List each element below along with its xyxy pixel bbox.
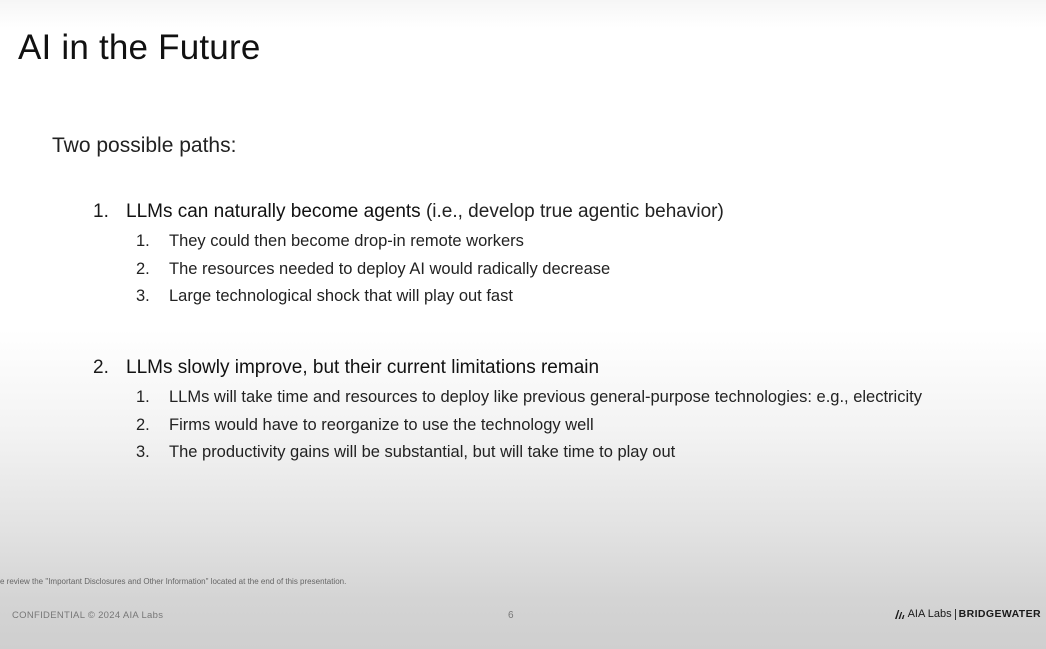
path-two-heading [93, 356, 922, 380]
list-item [93, 412, 922, 440]
path-two-list [93, 384, 922, 467]
brand-logo [895, 608, 1041, 620]
intro-text: Two possible paths: [52, 134, 237, 157]
path-one-heading [93, 200, 724, 224]
list-item-number: 1. [136, 388, 150, 406]
list-item-number: 2. [136, 259, 150, 278]
list-item-number: 1. [136, 232, 150, 250]
list-item [93, 384, 922, 412]
slide-title: AI in the Future [18, 28, 261, 67]
path-one-title: LLMs can naturally become agents [126, 201, 421, 222]
list-item-text: Firms would have to reorganize to use the technology well [169, 415, 594, 434]
list-item-number: 3. [136, 443, 150, 461]
list-item [93, 256, 724, 284]
path-two [93, 356, 922, 467]
path-one [93, 200, 724, 311]
path-one-list [93, 228, 724, 311]
aia-logo-icon [895, 610, 905, 619]
brand-divider [955, 609, 956, 620]
disclosure-note: e review the "Important Disclosures and Other Information" located at the end of this presentation. [0, 577, 347, 586]
list-item-text: LLMs will take time and resources to deploy like previous general-purpose technologies: e.g., electricity [169, 388, 922, 406]
confidential-notice: CONFIDENTIAL © 2024 AIA Labs [12, 610, 164, 621]
list-item-number: 3. [136, 287, 150, 305]
path-two-title: LLMs slowly improve, but their current limitations remain [126, 357, 600, 378]
list-item-text: They could then become drop-in remote workers [169, 232, 524, 250]
list-item [93, 439, 922, 467]
brand-aia-labs: AIA Labs [907, 608, 952, 620]
path-one-number: 1. [93, 201, 109, 222]
list-item-text: The resources needed to deploy AI would radically decrease [169, 259, 611, 278]
brand-bridgewater: BRIDGEWATER [958, 608, 1041, 620]
path-two-number: 2. [93, 357, 109, 378]
list-item-number: 2. [136, 415, 150, 434]
list-item-text: The productivity gains will be substantial, but will take time to play out [169, 443, 676, 461]
page-number: 6 [508, 610, 514, 621]
list-item [93, 228, 724, 256]
list-item [93, 283, 724, 311]
path-one-note: (i.e., develop true agentic behavior) [420, 201, 724, 222]
list-item-text: Large technological shock that will play out fast [169, 287, 513, 305]
